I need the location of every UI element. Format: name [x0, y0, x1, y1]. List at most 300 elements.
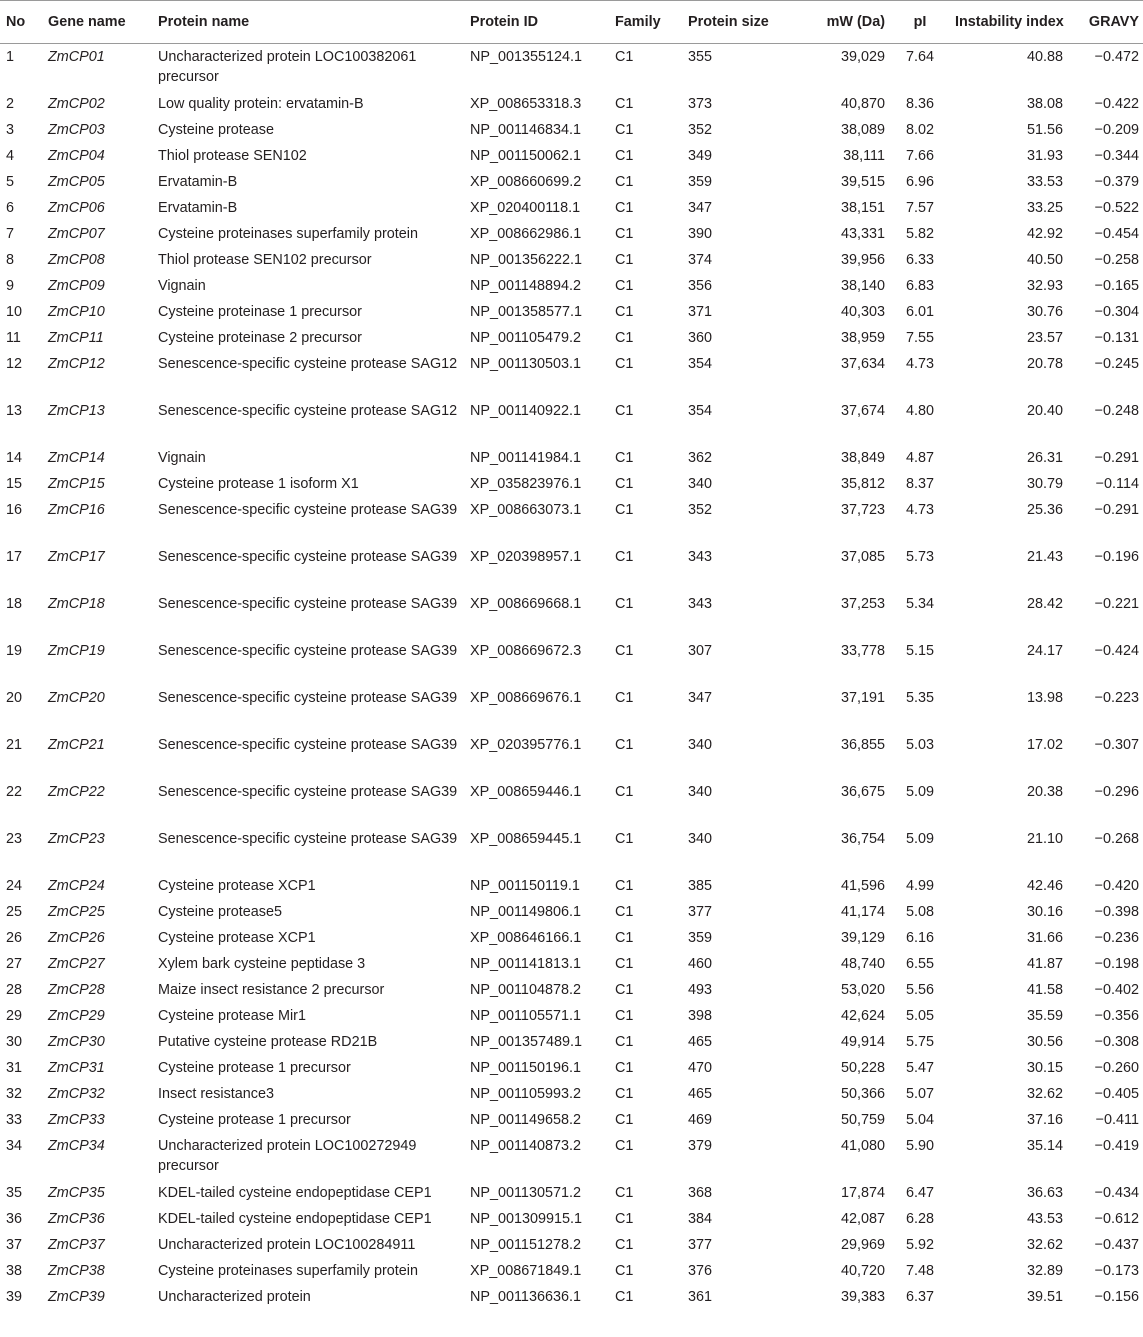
header-protein-size: Protein size [684, 1, 789, 44]
cell-protein-name: Thiol protease SEN102 precursor [158, 252, 372, 268]
cell-protein-id: NP_001150196.1 [470, 1060, 581, 1076]
cell-gene-name: ZmCP12 [48, 356, 105, 372]
cell-protein-name: Senescence-specific cysteine protease SAG39 [158, 831, 458, 847]
cell-protein-name: Ervatamin-B [158, 174, 238, 190]
cell-instability-index: 30.56 [1026, 1034, 1063, 1050]
table-row [0, 951, 1143, 977]
cell-protein-size: 465 [688, 1034, 713, 1050]
cell-protein-id: XP_008663073.1 [470, 502, 582, 518]
cell-no: 10 [6, 304, 23, 320]
cell-gene-name: ZmCP14 [48, 450, 105, 466]
cell-family: C1 [615, 930, 634, 946]
cell-protein-name: Uncharacterized protein LOC100272949 precursor [158, 1138, 417, 1174]
cell-family: C1 [615, 643, 634, 659]
cell-no: 2 [6, 96, 15, 112]
cell-protein-size: 355 [688, 49, 713, 65]
cell-pi: 7.57 [905, 200, 934, 216]
cell-no: 13 [6, 403, 23, 419]
cell-no: 22 [6, 784, 23, 800]
cell-pi: 6.96 [905, 174, 934, 190]
cell-family: C1 [615, 1263, 634, 1279]
table-row [0, 1133, 1143, 1180]
cell-no: 3 [6, 122, 15, 138]
cell-gravy: −0.522 [1094, 200, 1139, 216]
cell-gene-name: ZmCP10 [48, 304, 105, 320]
cell-mw: 37,723 [840, 502, 885, 518]
cell-instability-index: 43.53 [1026, 1211, 1063, 1227]
cell-gene-name: ZmCP11 [48, 330, 104, 346]
cell-protein-name: Maize insect resistance 2 precursor [158, 982, 385, 998]
cell-protein-size: 368 [688, 1185, 713, 1201]
cell-pi: 5.92 [905, 1237, 934, 1253]
cell-mw: 48,740 [840, 956, 885, 972]
cell-protein-size: 354 [688, 403, 713, 419]
table-row [0, 398, 1143, 445]
cell-mw: 43,331 [840, 226, 885, 242]
cell-instability-index: 28.42 [1026, 596, 1063, 612]
header-gravy: GRAVY [1067, 1, 1143, 44]
cell-protein-id: XP_008671849.1 [470, 1263, 582, 1279]
cell-gene-name: ZmCP21 [48, 737, 105, 753]
cell-protein-id: NP_001149658.2 [470, 1112, 581, 1128]
cell-family: C1 [615, 1185, 634, 1201]
cell-mw: 41,596 [840, 878, 885, 894]
cell-protein-size: 460 [688, 956, 713, 972]
cell-protein-name: Senescence-specific cysteine protease SAG39 [158, 643, 458, 659]
cell-gene-name: ZmCP31 [48, 1060, 105, 1076]
cell-instability-index: 17.02 [1026, 737, 1063, 753]
cell-protein-size: 470 [688, 1060, 713, 1076]
cell-family: C1 [615, 96, 634, 112]
cell-protein-id: NP_001149806.1 [470, 904, 581, 920]
cell-pi: 4.73 [905, 502, 934, 518]
table-row [0, 544, 1143, 591]
cell-mw: 40,303 [840, 304, 885, 320]
table-row [0, 1284, 1143, 1310]
cell-gravy: −0.260 [1094, 1060, 1139, 1076]
header-instability-index: Instability index [951, 1, 1067, 44]
cell-instability-index: 32.62 [1026, 1086, 1063, 1102]
cell-gene-name: ZmCP26 [48, 930, 105, 946]
cell-mw: 29,969 [840, 1237, 885, 1253]
cell-instability-index: 13.98 [1026, 690, 1063, 706]
cell-family: C1 [615, 49, 634, 65]
cell-gene-name: ZmCP15 [48, 476, 105, 492]
cell-protein-id: NP_001141813.1 [470, 956, 581, 972]
cell-pi: 5.04 [905, 1112, 934, 1128]
cell-instability-index: 20.78 [1026, 356, 1063, 372]
cell-mw: 50,366 [840, 1086, 885, 1102]
cell-pi: 6.16 [905, 930, 934, 946]
cell-family: C1 [615, 1211, 634, 1227]
cell-no: 9 [6, 278, 15, 294]
cell-gravy: −0.223 [1094, 690, 1139, 706]
table-row [0, 925, 1143, 951]
cell-protein-id: NP_001141984.1 [470, 450, 581, 466]
cell-gravy: −0.472 [1094, 49, 1139, 65]
cell-no: 35 [6, 1185, 23, 1201]
cell-no: 15 [6, 476, 23, 492]
cell-protein-name: Uncharacterized protein LOC100284911 [158, 1237, 416, 1253]
cell-family: C1 [615, 1112, 634, 1128]
cell-instability-index: 42.92 [1026, 226, 1063, 242]
cell-gene-name: ZmCP04 [48, 148, 105, 164]
cell-gene-name: ZmCP37 [48, 1237, 105, 1253]
cell-gene-name: ZmCP05 [48, 174, 105, 190]
cell-mw: 38,140 [840, 278, 885, 294]
cell-gravy: −0.196 [1094, 549, 1139, 565]
cell-gene-name: ZmCP34 [48, 1138, 105, 1154]
cell-pi: 7.64 [905, 49, 934, 65]
table-row [0, 44, 1143, 92]
cell-protein-id: XP_008646166.1 [470, 930, 582, 946]
table-row [0, 899, 1143, 925]
cell-pi: 5.03 [905, 737, 934, 753]
cell-gravy: −0.356 [1094, 1008, 1139, 1024]
cell-protein-name: Cysteine protease 1 isoform X1 [158, 476, 359, 492]
cell-no: 28 [6, 982, 23, 998]
cell-protein-id: XP_008669672.3 [470, 643, 582, 659]
cell-mw: 40,870 [840, 96, 885, 112]
cell-gene-name: ZmCP09 [48, 278, 105, 294]
cell-protein-size: 352 [688, 502, 713, 518]
cell-protein-size: 354 [688, 356, 713, 372]
cell-pi: 7.48 [905, 1263, 934, 1279]
cell-gravy: −0.114 [1095, 476, 1139, 492]
cell-gravy: −0.258 [1094, 252, 1139, 268]
table-row [0, 685, 1143, 732]
cell-family: C1 [615, 690, 634, 706]
cell-protein-id: XP_020400118.1 [470, 200, 581, 216]
cell-gene-name: ZmCP02 [48, 96, 105, 112]
table-row [0, 1180, 1143, 1206]
cell-protein-name: Uncharacterized protein [158, 1289, 311, 1305]
cell-pi: 4.87 [905, 450, 934, 466]
cell-protein-size: 385 [688, 878, 713, 894]
cell-gene-name: ZmCP03 [48, 122, 105, 138]
header-row [0, 1, 1143, 44]
cell-protein-id: NP_001357489.1 [470, 1034, 583, 1050]
cell-protein-id: NP_001148894.2 [470, 278, 581, 294]
cell-protein-size: 343 [688, 549, 713, 565]
cell-pi: 5.08 [905, 904, 934, 920]
cell-protein-name: Putative cysteine protease RD21B [158, 1034, 378, 1050]
table-row [0, 826, 1143, 873]
cell-gravy: −0.248 [1094, 403, 1139, 419]
cell-gene-name: ZmCP23 [48, 831, 105, 847]
cell-pi: 5.15 [905, 643, 934, 659]
table-row [0, 117, 1143, 143]
table-body [0, 44, 1143, 1311]
table-row [0, 1107, 1143, 1133]
cell-protein-size: 379 [688, 1138, 713, 1154]
cell-family: C1 [615, 956, 634, 972]
cell-mw: 38,111 [843, 148, 885, 164]
cell-gravy: −0.236 [1094, 930, 1139, 946]
cell-protein-name: Thiol protease SEN102 [158, 148, 307, 164]
cell-no: 18 [6, 596, 23, 612]
cell-family: C1 [615, 1086, 634, 1102]
header-pi: pI [889, 1, 951, 44]
cell-gravy: −0.131 [1094, 330, 1139, 346]
cell-protein-id: NP_001355124.1 [470, 49, 583, 65]
cell-no: 19 [6, 643, 23, 659]
cell-family: C1 [615, 450, 634, 466]
table-row [0, 195, 1143, 221]
cell-mw: 33,778 [840, 643, 885, 659]
cell-protein-name: Cysteine protease5 [158, 904, 282, 920]
cell-pi: 5.82 [905, 226, 934, 242]
cell-protein-size: 469 [688, 1112, 713, 1128]
cell-protein-id: NP_001105479.2 [470, 330, 581, 346]
cell-gravy: −0.291 [1094, 502, 1139, 518]
cell-protein-name: Cysteine proteinases superfamily protein [158, 226, 418, 242]
cell-family: C1 [615, 226, 634, 242]
cell-mw: 39,515 [840, 174, 885, 190]
cell-no: 21 [6, 737, 23, 753]
header-family: Family [611, 1, 684, 44]
cell-pi: 5.47 [905, 1060, 934, 1076]
cell-instability-index: 23.57 [1026, 330, 1063, 346]
cell-protein-size: 340 [688, 784, 713, 800]
cell-protein-name: Cysteine protease XCP1 [158, 878, 316, 894]
cell-gene-name: ZmCP16 [48, 502, 105, 518]
table-row [0, 351, 1143, 398]
table-row [0, 873, 1143, 899]
cell-protein-id: NP_001140873.2 [470, 1138, 581, 1154]
cell-protein-id: NP_001150119.1 [470, 878, 580, 894]
table-row [0, 497, 1143, 544]
cell-instability-index: 31.93 [1026, 148, 1063, 164]
cell-instability-index: 35.14 [1026, 1138, 1063, 1154]
cell-mw: 37,253 [840, 596, 885, 612]
cell-protein-id: XP_020395776.1 [470, 737, 582, 753]
cell-mw: 41,080 [840, 1138, 885, 1154]
cell-instability-index: 32.93 [1026, 278, 1063, 294]
cell-no: 16 [6, 502, 23, 518]
cell-protein-size: 377 [688, 1237, 713, 1253]
cell-gene-name: ZmCP30 [48, 1034, 105, 1050]
cell-gravy: −0.308 [1094, 1034, 1139, 1050]
cell-protein-id: NP_001140922.1 [470, 403, 581, 419]
cell-protein-size: 493 [688, 982, 713, 998]
table-row [0, 247, 1143, 273]
cell-gravy: −0.245 [1094, 356, 1139, 372]
cell-pi: 7.66 [905, 148, 934, 164]
cell-instability-index: 35.59 [1026, 1008, 1063, 1024]
cell-gravy: −0.434 [1094, 1185, 1139, 1201]
cell-pi: 5.56 [905, 982, 934, 998]
cell-gravy: −0.221 [1094, 596, 1139, 612]
cell-protein-id: XP_008653318.3 [470, 96, 582, 112]
table-row [0, 1206, 1143, 1232]
cell-protein-id: NP_001150062.1 [470, 148, 581, 164]
cell-gravy: −0.156 [1094, 1289, 1139, 1305]
cell-protein-name: KDEL-tailed cysteine endopeptidase CEP1 [158, 1211, 432, 1227]
cell-protein-name: Ervatamin-B [158, 200, 238, 216]
cell-pi: 5.07 [905, 1086, 934, 1102]
cell-mw: 53,020 [840, 982, 885, 998]
header-protein-name: Protein name [154, 1, 466, 44]
cell-gene-name: ZmCP27 [48, 956, 105, 972]
cell-family: C1 [615, 174, 634, 190]
cell-family: C1 [615, 330, 634, 346]
cell-mw: 37,674 [840, 403, 885, 419]
cell-pi: 6.55 [905, 956, 934, 972]
cell-instability-index: 25.36 [1026, 502, 1063, 518]
cell-gravy: −0.405 [1094, 1086, 1139, 1102]
cell-protein-name: Vignain [158, 450, 206, 466]
cell-mw: 39,029 [840, 49, 885, 65]
table-row [0, 1081, 1143, 1107]
cell-pi: 5.09 [905, 784, 934, 800]
cell-no: 24 [6, 878, 23, 894]
cell-gene-name: ZmCP32 [48, 1086, 105, 1102]
cell-no: 38 [6, 1263, 23, 1279]
cell-no: 1 [6, 49, 15, 65]
table-row [0, 221, 1143, 247]
table-row [0, 1029, 1143, 1055]
cell-protein-name: Senescence-specific cysteine protease SAG12 [158, 403, 458, 419]
cell-protein-name: KDEL-tailed cysteine endopeptidase CEP1 [158, 1185, 432, 1201]
cell-protein-name: Cysteine proteinase 1 precursor [158, 304, 362, 320]
cell-protein-id: NP_001105993.2 [470, 1086, 581, 1102]
table-row [0, 1258, 1143, 1284]
cell-gene-name: ZmCP38 [48, 1263, 105, 1279]
cell-instability-index: 51.56 [1026, 122, 1063, 138]
cell-instability-index: 39.51 [1026, 1289, 1063, 1305]
cell-pi: 5.35 [905, 690, 934, 706]
cell-pi: 7.55 [905, 330, 934, 346]
cell-mw: 39,383 [840, 1289, 885, 1305]
cell-protein-name: Cysteine protease [158, 122, 274, 138]
cell-pi: 5.75 [905, 1034, 934, 1050]
cell-protein-name: Senescence-specific cysteine protease SAG39 [158, 784, 458, 800]
cell-protein-id: NP_001358577.1 [470, 304, 583, 320]
cell-protein-size: 377 [688, 904, 713, 920]
cell-gene-name: ZmCP19 [48, 643, 105, 659]
cell-family: C1 [615, 1138, 634, 1154]
cell-no: 4 [6, 148, 15, 164]
cell-gravy: −0.424 [1094, 643, 1139, 659]
cell-protein-size: 343 [688, 596, 713, 612]
cell-instability-index: 42.46 [1026, 878, 1063, 894]
cell-instability-index: 21.43 [1026, 549, 1063, 565]
cell-mw: 37,191 [840, 690, 885, 706]
cell-protein-name: Vignain [158, 278, 206, 294]
cell-mw: 35,812 [840, 476, 885, 492]
cell-pi: 5.73 [905, 549, 934, 565]
cell-family: C1 [615, 278, 634, 294]
cell-no: 11 [6, 330, 21, 346]
cell-instability-index: 32.62 [1026, 1237, 1063, 1253]
cell-gene-name: ZmCP24 [48, 878, 105, 894]
cell-protein-name: Senescence-specific cysteine protease SAG12 [158, 356, 458, 372]
cell-instability-index: 26.31 [1026, 450, 1063, 466]
cell-gene-name: ZmCP33 [48, 1112, 105, 1128]
cell-family: C1 [615, 1237, 634, 1253]
cell-mw: 40,720 [840, 1263, 885, 1279]
cell-protein-id: XP_020398957.1 [470, 549, 582, 565]
cell-gene-name: ZmCP01 [48, 49, 105, 65]
cell-protein-id: NP_001130503.1 [470, 356, 581, 372]
cell-instability-index: 32.89 [1026, 1263, 1063, 1279]
cell-protein-id: XP_008659446.1 [470, 784, 582, 800]
table-row [0, 325, 1143, 351]
cell-no: 32 [6, 1086, 23, 1102]
cell-protein-name: Cysteine proteinase 2 precursor [158, 330, 362, 346]
cell-protein-id: NP_001130571.2 [470, 1185, 581, 1201]
cell-no: 30 [6, 1034, 23, 1050]
table-row [0, 977, 1143, 1003]
cell-protein-size: 361 [688, 1289, 713, 1305]
cell-gravy: −0.422 [1094, 96, 1139, 112]
cell-protein-size: 373 [688, 96, 713, 112]
cell-gravy: −0.419 [1094, 1138, 1139, 1154]
cell-family: C1 [615, 252, 634, 268]
cell-mw: 36,855 [840, 737, 885, 753]
cell-gene-name: ZmCP13 [48, 403, 105, 419]
cell-protein-size: 376 [688, 1263, 713, 1279]
cell-gene-name: ZmCP07 [48, 226, 105, 242]
cell-mw: 39,956 [840, 252, 885, 268]
table-row [0, 273, 1143, 299]
cell-gene-name: ZmCP18 [48, 596, 105, 612]
cell-protein-id: XP_008669668.1 [470, 596, 582, 612]
cell-family: C1 [615, 1008, 634, 1024]
table-row [0, 1055, 1143, 1081]
cell-protein-size: 384 [688, 1211, 713, 1227]
cell-protein-name: Cysteine proteinases superfamily protein [158, 1263, 418, 1279]
cell-gravy: −0.398 [1094, 904, 1139, 920]
cell-no: 6 [6, 200, 15, 216]
cell-protein-id: NP_001105571.1 [470, 1008, 581, 1024]
cell-pi: 6.83 [905, 278, 934, 294]
cell-gravy: −0.454 [1094, 226, 1139, 242]
cell-family: C1 [615, 982, 634, 998]
cell-no: 29 [6, 1008, 23, 1024]
cell-protein-id: NP_001104878.2 [470, 982, 581, 998]
cell-gravy: −0.612 [1094, 1211, 1139, 1227]
cell-protein-id: XP_035823976.1 [470, 476, 582, 492]
cell-no: 7 [6, 226, 15, 242]
cell-pi: 6.28 [905, 1211, 934, 1227]
cell-protein-name: Low quality protein: ervatamin-B [158, 96, 364, 112]
cell-protein-id: NP_001151278.2 [470, 1237, 581, 1253]
cell-mw: 38,959 [840, 330, 885, 346]
cell-gravy: −0.420 [1094, 878, 1139, 894]
table-row [0, 143, 1143, 169]
cell-protein-size: 371 [688, 304, 713, 320]
cell-pi: 8.02 [905, 122, 934, 138]
cell-pi: 6.01 [905, 304, 934, 320]
cell-no: 36 [6, 1211, 23, 1227]
cell-no: 39 [6, 1289, 23, 1305]
cell-family: C1 [615, 784, 634, 800]
cell-gene-name: ZmCP22 [48, 784, 105, 800]
cell-protein-name: Insect resistance3 [158, 1086, 274, 1102]
cell-family: C1 [615, 904, 634, 920]
cell-protein-name: Uncharacterized protein LOC100382061 precursor [158, 49, 417, 85]
cell-mw: 37,085 [840, 549, 885, 565]
cell-gene-name: ZmCP29 [48, 1008, 105, 1024]
cell-pi: 6.47 [905, 1185, 934, 1201]
cell-protein-id: NP_001146834.1 [470, 122, 581, 138]
cell-instability-index: 31.66 [1026, 930, 1063, 946]
cell-no: 27 [6, 956, 23, 972]
cell-mw: 42,087 [840, 1211, 885, 1227]
cell-gravy: −0.402 [1094, 982, 1139, 998]
